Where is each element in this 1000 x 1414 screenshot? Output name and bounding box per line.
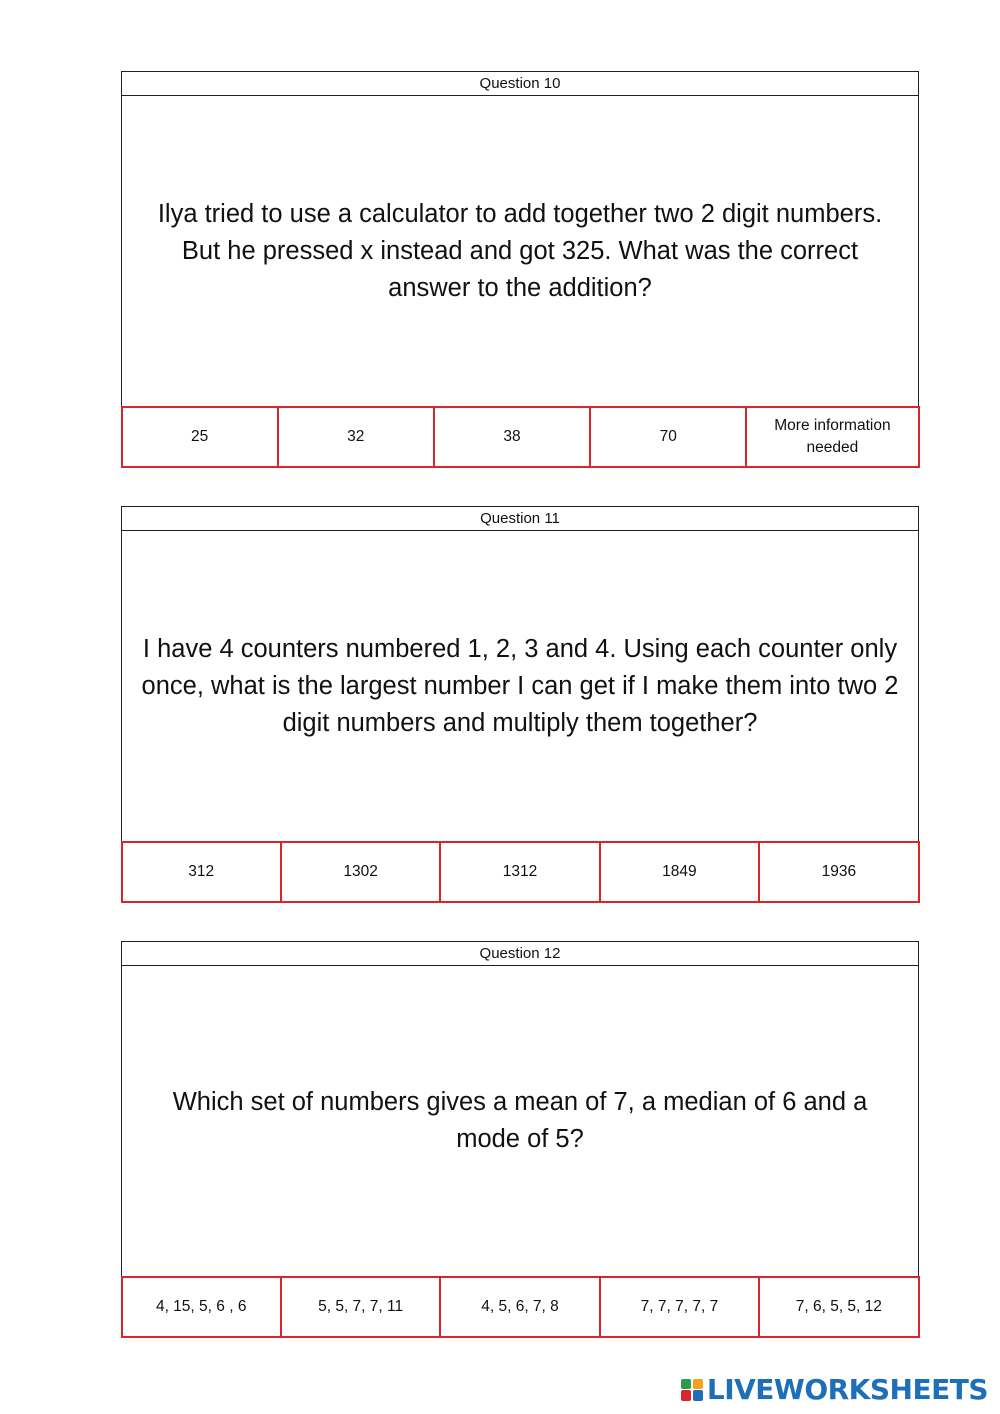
liveworksheets-brand xyxy=(681,1373,988,1406)
question-body xyxy=(122,531,918,841)
answer-option[interactable]: More information needed xyxy=(774,416,891,456)
question-body xyxy=(122,96,918,406)
answer-option[interactable]: 1849 xyxy=(601,843,760,901)
answer-option[interactable]: 4, 15, 5, 6 , 6 xyxy=(123,1278,282,1336)
question-card-10 xyxy=(121,71,919,467)
answer-options xyxy=(121,1276,920,1338)
answer-option[interactable]: 32 xyxy=(279,408,435,466)
question-body xyxy=(122,966,918,1276)
liveworksheets-logo-icon xyxy=(681,1379,703,1401)
answer-option[interactable]: 38 xyxy=(435,408,591,466)
question-text: Which set of numbers gives a mean of 7, a median of 6 and a mode of 5? xyxy=(172,1088,868,1153)
answer-options xyxy=(121,841,920,903)
answer-option[interactable]: 7, 6, 5, 5, 12 xyxy=(795,1297,882,1315)
answer-option[interactable]: 7, 7, 7, 7, 7 xyxy=(601,1278,760,1336)
answer-option[interactable]: 1936 xyxy=(821,862,857,880)
answer-option[interactable]: 25 xyxy=(123,408,279,466)
answer-option[interactable]: 4, 5, 6, 7, 8 xyxy=(441,1278,600,1336)
answer-option[interactable]: 70 xyxy=(591,408,747,466)
question-card-11 xyxy=(121,506,919,902)
question-header: Question 12 xyxy=(122,942,918,966)
question-header: Question 11 xyxy=(122,507,918,531)
answer-option[interactable]: 1302 xyxy=(282,843,441,901)
question-card-12 xyxy=(121,941,919,1337)
answer-option[interactable]: 5, 5, 7, 7, 11 xyxy=(282,1278,441,1336)
question-text: I have 4 counters numbered 1, 2, 3 and 4. Using each counter only once, what is the largest number I can get if I make them into two 2 digit numbers and multiply them together? xyxy=(141,634,899,737)
question-text: Ilya tried to use a calculator to add together two 2 digit numbers. But he pressed x instead and got 325. What was the correct answer to the addition? xyxy=(157,199,883,302)
brand-name: LIVEWORKSHEETS xyxy=(706,1373,988,1406)
answer-option[interactable]: 312 xyxy=(123,843,282,901)
answer-options xyxy=(121,406,920,468)
question-header: Question 10 xyxy=(122,72,918,96)
answer-option[interactable]: 1312 xyxy=(441,843,600,901)
